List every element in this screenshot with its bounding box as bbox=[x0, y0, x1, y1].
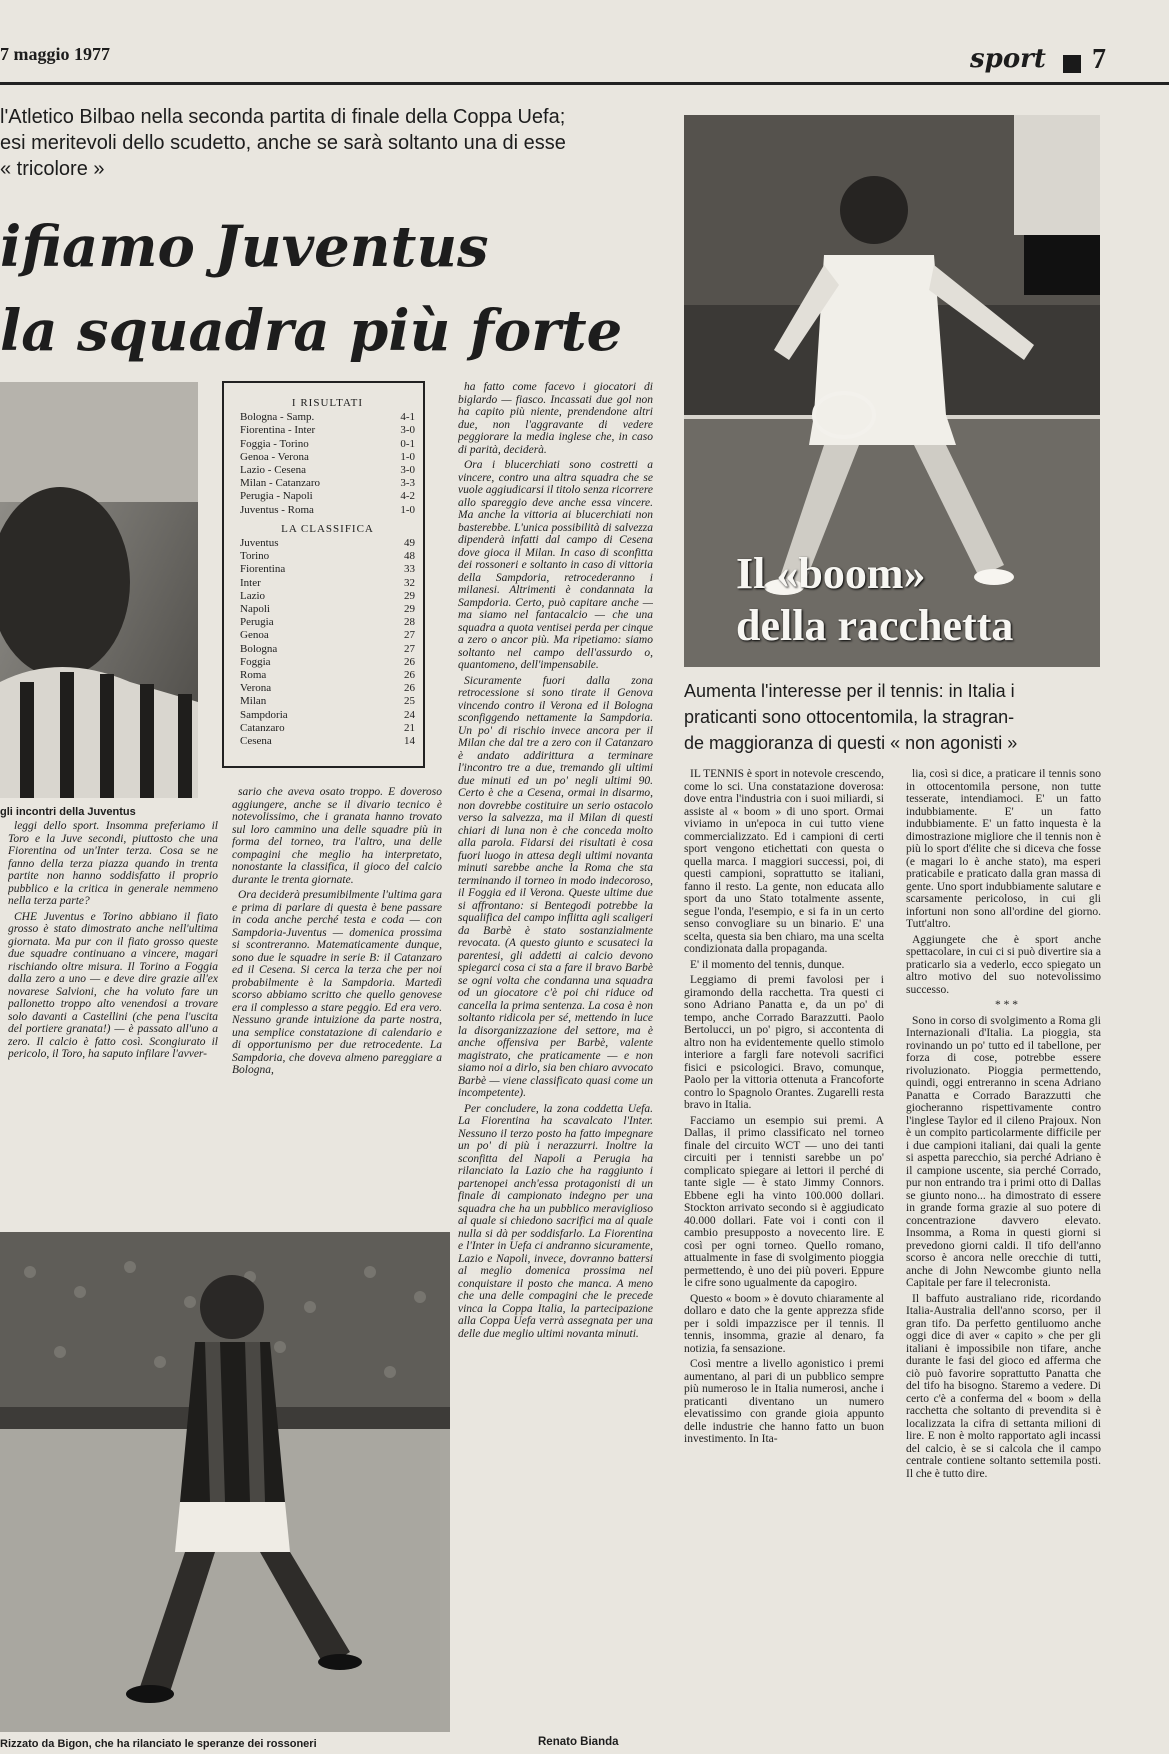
article-paragraph: ha fatto come facevo i giocatori di biglardo — fiasco. Incassati due gol non ha capito più niente, prendendone altri due, non l'aggravante di vedere peggiorare la media inglese che, in caso di parità, deciderà. bbox=[458, 381, 653, 456]
result-row bbox=[240, 411, 415, 424]
headline-line: ifiamo Juventus bbox=[0, 214, 489, 280]
article-paragraph: Ora i blucerchiati sono costretti a vincere, contro una altra squadra che se vuole aggiudicarsi il titolo senza ricorrere allo spareggio deve anche essa vincere. Ma anche la vittoria ai blucerchiati non basterebbe. L'unica possibilità di salvezza dipenderà infatti dal campo di Cesena dove gioca il Milan. In caso di sconfitta dei rossoneri e soltanto in caso di vittoria della Sampdoria, retrocederanno i milanesi. Altrimenti è condannata la Sampdoria. Certo, può capitare anche — ma siamo nel fantacalcio — che una squadra a quota ventisei perda per cinque a zero o ancor più. Ma ripetiamo: siamo soltanto nel campo dell'assurdo o, quantomeno, dell'impensabile. bbox=[458, 459, 653, 671]
tennis-headline bbox=[736, 548, 1096, 652]
standing-value: 32 bbox=[404, 576, 415, 589]
standing-row bbox=[240, 735, 415, 748]
header-rule bbox=[0, 82, 1169, 85]
standing-value: 26 bbox=[404, 655, 415, 668]
result-row bbox=[240, 477, 415, 490]
standing-row bbox=[240, 643, 415, 656]
juve-deck bbox=[0, 104, 680, 182]
standing-label: Napoli bbox=[240, 603, 270, 616]
standing-label: Genoa bbox=[240, 629, 269, 642]
juventus-player-photo bbox=[0, 382, 198, 798]
juve-article-column-1 bbox=[8, 820, 218, 1225]
standing-label: Catanzaro bbox=[240, 721, 285, 734]
standing-row bbox=[240, 682, 415, 695]
deck-line: l'Atletico Bilbao nella seconda partita di finale della Coppa Uefa; bbox=[0, 106, 566, 128]
deck-line: « tricolore » bbox=[0, 158, 105, 180]
standing-value: 29 bbox=[404, 603, 415, 616]
result-label: Milan - Catanzaro bbox=[240, 477, 321, 490]
headline-line: la squadra più forte bbox=[0, 298, 623, 364]
result-value: 1-0 bbox=[400, 450, 415, 463]
standing-row bbox=[240, 550, 415, 563]
standing-row bbox=[240, 603, 415, 616]
result-label: Foggia - Torino bbox=[240, 437, 309, 450]
result-label: Perugia - Napoli bbox=[240, 490, 313, 503]
result-value: 3-0 bbox=[400, 424, 415, 437]
standing-row bbox=[240, 722, 415, 735]
tennis-headline-line: della racchetta bbox=[736, 601, 1014, 650]
result-row bbox=[240, 424, 415, 437]
result-label: Lazio - Cesena bbox=[240, 464, 306, 477]
standing-value: 28 bbox=[404, 616, 415, 629]
section-square-icon bbox=[1063, 55, 1081, 73]
section-name: sport bbox=[970, 44, 1046, 74]
results-heading: I RISULTATI bbox=[291, 397, 364, 409]
standing-row bbox=[240, 616, 415, 629]
juve-headline bbox=[0, 205, 680, 373]
standing-row bbox=[240, 629, 415, 642]
standing-label: Foggia bbox=[240, 655, 271, 668]
standing-value: 26 bbox=[404, 682, 415, 695]
milan-player-photo bbox=[0, 1232, 450, 1732]
standing-row bbox=[240, 709, 415, 722]
standing-row bbox=[240, 577, 415, 590]
standing-label: Milan bbox=[240, 695, 267, 708]
standing-value: 33 bbox=[404, 563, 415, 576]
tennis-deck-line: praticanti sono ottocentomila, la stragran- bbox=[684, 707, 1015, 727]
standing-label: Cesena bbox=[240, 735, 272, 748]
standing-label: Perugia bbox=[240, 616, 274, 629]
juve-photo-caption: gli incontri della Juventus bbox=[0, 806, 136, 818]
standing-value: 25 bbox=[404, 695, 415, 708]
results-standings-box bbox=[222, 381, 425, 768]
standing-value: 21 bbox=[404, 721, 415, 734]
result-row bbox=[240, 464, 415, 477]
standing-value: 49 bbox=[404, 537, 415, 550]
tennis-deck bbox=[684, 678, 1100, 756]
standing-row bbox=[240, 669, 415, 682]
milan-photo-caption: Rizzato da Bigon, che ha rilanciato le speranze dei rossoneri bbox=[0, 1738, 317, 1750]
juve-article-column-2 bbox=[232, 786, 442, 1226]
standing-label: Sampdoria bbox=[240, 708, 288, 721]
standing-label: Torino bbox=[240, 550, 270, 563]
standing-row bbox=[240, 656, 415, 669]
result-value: 3-0 bbox=[400, 464, 415, 477]
result-value: 3-3 bbox=[400, 477, 415, 490]
standing-label: Inter bbox=[240, 576, 261, 589]
tennis-deck-line: Aumenta l'interesse per il tennis: in Italia i bbox=[684, 681, 1015, 701]
article-paragraph: Per concludere, la zona coddetta Uefa. La Fiorentina ha scavalcato l'Inter. Nessuno il terzo posto ha fatto impegnare un po' di più i nerazzurri. Inoltre la sconfitta del Napoli a Perugia ha rilanciato la Lazio che ha raggiunto i partenopei anch'essa protagonisti di un finale di campionato indegno per una squadra che ha un pubblico meraviglioso al quale si chiedono sacrifici ma al quale nulla si dà per soddisfarlo. La Fiorentina e l'Inter in Uefa ci andranno sicuramente, Lazio e Napoli, invece, dovranno battersi al meglio domenica prossima nel conquistare il posto che manca. A meno che una delle compagini che le precede vinca la Coppa Italia, la partecipazione alla Coppa Uefa verrà assegnata per una delle due meglio ultimi novanta minuti. bbox=[458, 1102, 653, 1340]
article-paragraph: CHE Juventus e Torino abbiano il fiato grosso è stato dimostrato anche nell'ultima giornata. Ma pur con il fiato grosso queste due squadre continuano a vincere, magari rischiando oltre misura. Il Torino a Foggia dalla zero a uno — e deve dire grazie all'ex novarese Salvioni, che ha voluto fare un pallonetto troppo alto venendosi a trovare solo davanti a Castellini (che pena l'uscita del portiere granata!) — è passato all'uno a zero. Il calcio è fatto così. Scongiurato il pericolo, il Toro, ha saputo infilare l'avver- bbox=[8, 910, 218, 1060]
standings-heading: LA CLASSIFICA bbox=[281, 522, 374, 535]
article-paragraph: IL TENNIS è sport in notevole crescendo, come lo sci. Una constatazione doverosa: dove entra l'industria con i suoi miliardi, si assiste al « boom » di uno sport. Ormai viviamo in un'epoca in cui tutto viene commercializzato. Ed i campioni di certi sport vengono etichettati con questa o quella marca. I maggiori successi, poi, di questi campioni, soprattutto se italiani, fanno il resto. La gente, non educata allo sport da uno Stato totalmente assente, segue l'onda, l'esempio, e si fa in un certo senso convogliare su un binario. E' una scelta, questa sia ben chiaro, ma una scelta condizionata dalla propaganda. bbox=[684, 768, 884, 955]
standing-row bbox=[240, 563, 415, 576]
article-paragraph: Facciamo un esempio sui premi. A Dallas, il primo classificato nel torneo finale del circuito WCT — uno dei tanti circuiti per i tennisti sarebbe un po' complicato spiegare ai lettori il perché di tante sigle — è stato Jimmy Connors. Ebbene egli ha vinto 100.000 dollari. Stockton arrivato secondo si è aggiudicato 40.000 dollari. Fate voi i conti con il cambio presupposto a novecento lire. E così per ogni torneo. Quello romano, attualmente in fase di svolgimento pioggia permettendo, è uno dei più poveri. Eppure le cifre sono ugualmente da capogiro. bbox=[684, 1114, 884, 1289]
result-label: Bologna - Samp. bbox=[240, 411, 315, 424]
section-separator: * * * bbox=[995, 999, 1018, 1011]
standing-label: Bologna bbox=[240, 642, 278, 655]
standing-label: Roma bbox=[240, 669, 267, 682]
result-row bbox=[240, 504, 415, 517]
page-number: 7 bbox=[1092, 44, 1106, 75]
article-paragraph: Così mentre a livello agonistico i premi aumentano, al pari di un pubblico sempre più numeroso le in Italia numerosi, anche i praticanti diventano un numero elevatissimo con grande gioia appunto delle industrie che hanno fatto un buon investimento. In Ita- bbox=[684, 1358, 884, 1445]
article-paragraph: Questo « boom » è dovuto chiaramente al dollaro e dato che la gente apprezza sfide per i soldi impazzisce per il tennis. Il tennis, insomma, grazie al denaro, fa notizia, fa sensazione. bbox=[684, 1292, 884, 1355]
result-value: 4-2 bbox=[400, 490, 415, 503]
standing-label: Lazio bbox=[240, 589, 266, 602]
author-signature: Renato Bianda bbox=[538, 1736, 619, 1748]
standings-list bbox=[240, 537, 415, 748]
standing-row bbox=[240, 537, 415, 550]
result-value: 4-1 bbox=[400, 411, 415, 424]
standing-label: Verona bbox=[240, 682, 272, 695]
article-paragraph: Leggiamo di premi favolosi per i giramondo della racchetta. Tra questi ci sono Adriano Panatta e, da un po' di tempo, anche Corrado Barazzutti. Paolo Bertolucci, un po' pigro, si accontenta di altro non ha evidentemente quello stimolo interiore a fargli fare notevoli sacrifici fisici e psicologici. Bravo, comunque, Paolo per la vittoria ottenuta a Francoforte contro lo Spagnolo Orantes. Zugarelli resta bravo in Italia. bbox=[684, 974, 884, 1111]
article-paragraph: leggi dello sport. Insomma preferiamo il Toro e la Juve secondi, piuttosto che una Fiorentina od un'Inter terza. Cosa se ne fanno della terza piazza quando in trenta partite non hanno soddisfatto il proprio pubblico e la critica in generale nemmeno nella terza parte? bbox=[8, 820, 218, 907]
standing-value: 48 bbox=[404, 550, 415, 563]
issue-date: 7 maggio 1977 bbox=[0, 44, 110, 64]
tennis-article-column-1 bbox=[684, 768, 884, 1728]
standing-row bbox=[240, 695, 415, 708]
article-paragraph: Il baffuto australiano ride, ricordando Italia-Australia dell'anno scorso, per il gran tifo. Da perfetto gentiluomo anche oggi dice di aver « capito » che per gli italiani è impossibile non tifare, anche durante le fasi del gioco ed afferma che ciò può favorire soprattutto Panatta che del tifo ha bisogno. Staremo a vedere. Di certo c'è a conferma del « boom » della racchetta che soltanto di prevendita si è localizzata la cifra di settanta milioni di lire. E non è molto rapportato agli incassi del calcio, è se si calcola che il campo centrale contiene soltanto settemila posti. Il che è tutto dire. bbox=[906, 1292, 1101, 1480]
article-paragraph: Sono in corso di svolgimento a Roma gli Internazionali d'Italia. La pioggia, sta rovinando un po' tutto ed il tabellone, per forza di cose, potrebbe essere rivoluzionato. Pioggia permettendo, quindi, oggi entreranno in scena Adriano Panatta e Corrado Barazzutti che giocheranno rispettivamente contro l'inglese Taylor ed il cileno Prajoux. Non è un compito particolarmente difficile per i due campioni italiani, dai quali la gente si aspetta parecchio, sia perché Adriano è il campione uscente, sia perché Corrado, pur non entrando tra i primi otto di Dallas se giunto nono... ha dimostrato di essere in grande forma grazie al suo potere di concentrazione davvero elevato. Insomma, a Roma in questi giorni si prevedono giorni caldi. Il tifo dell'anno scorso è ancora nelle orecchie di tutti, anche di John Newcombe giunto nella Capitale per fare il telecronista. bbox=[906, 1014, 1101, 1289]
results-list bbox=[240, 411, 415, 517]
result-value: 1-0 bbox=[400, 503, 415, 516]
result-row bbox=[240, 438, 415, 451]
result-label: Juventus - Roma bbox=[240, 503, 314, 516]
juve-article-column-3 bbox=[458, 381, 653, 1731]
standing-value: 14 bbox=[404, 735, 415, 748]
article-paragraph: lia, così si dice, a praticare il tennis sono in ottocentomila persone, non tutte tesserate, intendiamoci. E' un fatto indubbiamente. E' un fatto indubbiamente. E' un fatto inquesta è la dimostrazione migliore che il tennis non è più lo sport d'élite che si diceva che fosse (e magari lo è anche stato), ma esperi praticabile e praticato dalla gran massa di gente. Uno sport indubbiamente salutare e scarsamente pericoloso, in cui gli infortuni non sono all'ordine del giorno. Tutt'altro. bbox=[906, 768, 1101, 930]
result-label: Genoa - Verona bbox=[240, 450, 309, 463]
article-paragraph: Ora deciderà presumibilmente l'ultima gara e prima di parlare di questa è bene passare in coda anche perché testa e coda — con Sampdoria-Juventus — domenica prossima si scontreranno. Matematicamente dunque, sono due le squadre in serie B: il Catanzaro ed il Cesena. Si cerca la terza che per noi probabilmente è la Sampdoria. Martedì scorso abbiamo scritto che quello genovese era il complesso a stare peggio. Ed era vero. Nessuno grande intuizione da parte nostra, una semplice constatazione di calendario e di opportunismo per due retrocedente. La Sampdoria, che doveva almeno pareggiare a Bologna, bbox=[232, 889, 442, 1076]
standing-value: 29 bbox=[404, 589, 415, 602]
article-paragraph: Sicuramente fuori dalla zona retrocessione si sono tirate il Genova vincendo contro il Verona ed il Bologna sconfiggendo nettamente la Sampdoria. Un po' di rischio invece ancora per il Milan che dal tre a zero con il Catanzaro è andato addirittura a terminare l'incontro tre a due, tremando gli ultimi due minuti ed un po' negli ultimi 90. Certo è che a Cesena, ormai in disarmo, non dovrebbe costituire un serio ostacolo verso la salvezza, ma il Milan di questi chiari di luna non è che conceda molto alla parola. Fidarsi dei risultati è cosa fuori luogo in attesa degli ultimi novanta minuti sarebbe anche la Roma che sta terminando il torneo in modo indecoroso, il Foggia ed il Verona. Queste ultime due si affrontano: si Bentegodi potrebbe la squalifica del campo inflitta agli scaligeri da Barbè è stato sostanzialmente revocata. (A questo giunto e scusateci la parentesi, gli addetti ai calcio devono spiegarci cosa ci sta a fare il bravo Barbè se ogni volta che condanna una squadra od un giocatore c'è poi chi riduce od cancella la prima sentenza. La cosa è non soltanto ridicola per sé, mettendo in luce la disorganizzazione del settore, ma è anche offensiva per Barbè, valente magistrato, che praticamente — e non siamo noi a dirlo, sia ben chiaro avvocato Barbè — viene classificato quasi come un incompetente). bbox=[458, 674, 653, 1099]
result-row bbox=[240, 451, 415, 464]
tennis-headline-line: Il «boom» bbox=[736, 549, 926, 598]
article-paragraph: E' il momento del tennis, dunque. bbox=[690, 958, 845, 971]
article-paragraph: sario che aveva osato troppo. E doveroso aggiungere, anche se il divario tecnico è notevolissimo, che i granata hanno trovato sul loro cammino una delle squadre più in forma del torneo, tra l'altro, una delle compagini che meglio ha interpretato, nonostante la classifica, il gioco del calcio durante le trenta giornate. bbox=[232, 786, 442, 886]
standing-value: 24 bbox=[404, 708, 415, 721]
deck-line: esi meritevoli dello scudetto, anche se sarà soltanto una di esse bbox=[0, 132, 566, 154]
standing-label: Juventus bbox=[240, 537, 279, 550]
standing-value: 26 bbox=[404, 669, 415, 682]
result-row bbox=[240, 490, 415, 503]
result-value: 0-1 bbox=[400, 437, 415, 450]
result-label: Fiorentina - Inter bbox=[240, 424, 316, 437]
standing-row bbox=[240, 590, 415, 603]
standing-value: 27 bbox=[404, 642, 415, 655]
standing-value: 27 bbox=[404, 629, 415, 642]
standing-label: Fiorentina bbox=[240, 563, 286, 576]
tennis-deck-line: de maggioranza di questi « non agonisti » bbox=[684, 733, 1018, 753]
tennis-article-column-2 bbox=[906, 768, 1101, 1728]
article-paragraph: Aggiungete che è sport anche spettacolare, in cui ci si può divertire sia a praticarlo sia a vederlo, ecco spiegato un altro motivo del suo notevolissimo successo. bbox=[906, 933, 1101, 996]
